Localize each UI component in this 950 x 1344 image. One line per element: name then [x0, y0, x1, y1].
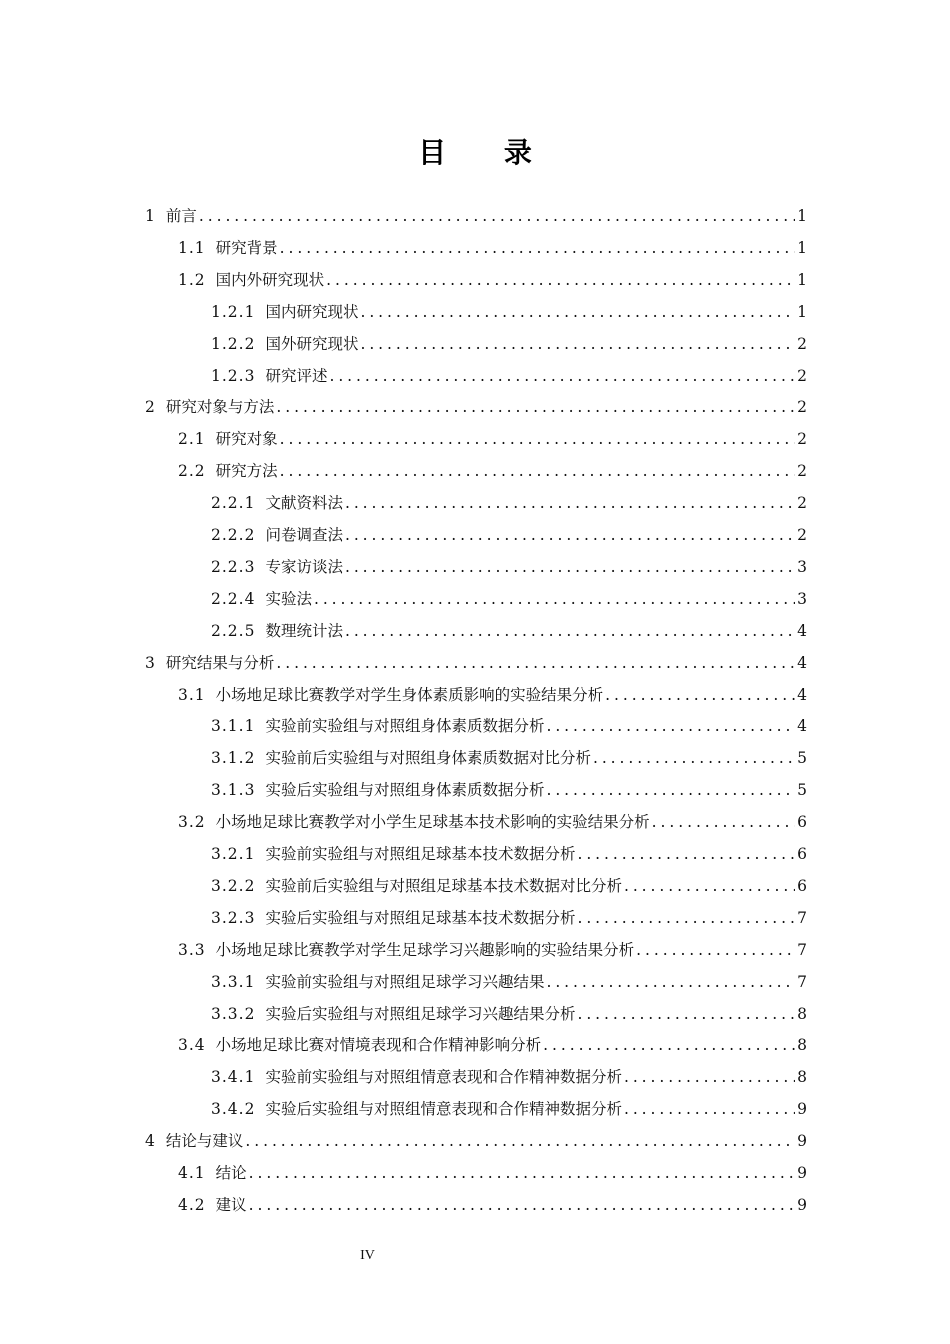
- toc-entry-heading: [211, 334, 358, 354]
- toc-entry-number: 3.4.2: [211, 1100, 256, 1119]
- toc-entry-page: 9: [797, 1195, 807, 1214]
- toc-entry-number: 2.2.1: [211, 494, 256, 513]
- toc-entry-number: 3.1.2: [211, 749, 256, 768]
- toc-entry-page: 1: [797, 302, 807, 321]
- toc-entry-title: 实验前实验组与对照组情意表现和合作精神数据分析: [265, 1068, 622, 1087]
- toc-entry-title: 研究对象与方法: [165, 398, 275, 417]
- toc-leader-dots: [546, 716, 795, 736]
- toc-entry-title: 研究背景: [215, 238, 278, 257]
- toc-entry-heading: [178, 1035, 541, 1055]
- toc-entry-heading: [211, 1004, 575, 1024]
- toc-entry[interactable]: [211, 1067, 807, 1087]
- toc-entry-number: 3.1.3: [211, 781, 256, 800]
- toc-entry-title: 实验前实验组与对照组足球学习兴趣结果: [265, 972, 545, 991]
- toc-leader-dots: [546, 972, 795, 992]
- toc-entry-page: 1: [797, 270, 807, 289]
- toc-entry[interactable]: [211, 1099, 807, 1119]
- toc-entry-number: 4: [145, 1132, 156, 1151]
- toc-entry-heading: [211, 1099, 622, 1119]
- toc-entry-page: 2: [797, 526, 807, 544]
- toc-leader-dots: [249, 1163, 795, 1183]
- toc-leader-dots: [345, 525, 795, 545]
- toc-entry[interactable]: [211, 366, 807, 386]
- toc-entry[interactable]: [211, 780, 807, 800]
- toc-entry-number: 3.4: [178, 1036, 206, 1055]
- toc-leader-dots: [345, 621, 795, 641]
- toc-leader-dots: [326, 270, 795, 290]
- toc-entry-page: 2: [797, 462, 807, 481]
- toc-leader-dots: [280, 238, 795, 258]
- toc-entry-heading: [211, 557, 343, 577]
- toc-leader-dots: [360, 334, 795, 354]
- toc-leader-dots: [546, 780, 795, 800]
- toc-entry-page: 9: [797, 1164, 807, 1182]
- toc-entry-number: 1.2.2: [211, 334, 256, 353]
- toc-entry-title: 小场地足球比赛教学对学生身体素质影响的实验结果分析: [215, 685, 604, 704]
- toc-entry-title: 研究对象: [215, 430, 278, 449]
- toc-entry-title: 研究结果与分析: [165, 653, 275, 672]
- toc-entry-number: 3.2: [178, 813, 206, 832]
- toc-entry-number: 3.2.3: [211, 908, 256, 927]
- toc-entry-title: 研究评述: [265, 366, 328, 385]
- toc-entry[interactable]: [211, 334, 807, 354]
- toc-entry-page: 4: [797, 621, 807, 640]
- toc-entry-page: 7: [797, 972, 807, 991]
- toc-leader-dots: [280, 429, 795, 449]
- toc-entry-number: 3.3: [178, 940, 206, 959]
- toc-entry-heading: [211, 972, 544, 992]
- toc-entry-title: 实验后实验组与对照组足球学习兴趣结果分析: [265, 1004, 576, 1023]
- toc-entry-page: 7: [797, 908, 807, 927]
- toc-entry-number: 2.2.4: [211, 589, 256, 608]
- toc-entry-heading: [178, 940, 634, 960]
- toc-entry-number: 2.2: [178, 462, 206, 481]
- toc-leader-dots: [593, 748, 795, 768]
- toc-entry-heading: [145, 206, 197, 226]
- toc-entry[interactable]: [211, 302, 807, 322]
- toc-entry-title: 实验后实验组与对照组足球基本技术数据分析: [265, 908, 576, 927]
- toc-entry-page: 6: [797, 845, 807, 863]
- toc-entry-heading: [211, 844, 575, 864]
- toc-entry-page: 3: [797, 589, 807, 608]
- toc-entry[interactable]: [178, 1195, 807, 1215]
- toc-entry-title: 实验前后实验组与对照组足球基本技术数据对比分析: [265, 876, 622, 895]
- toc-leader-dots: [624, 1067, 795, 1087]
- toc-entry-heading: [211, 589, 312, 609]
- toc-leader-dots: [577, 908, 795, 928]
- toc-entry-number: 3.4.1: [211, 1068, 256, 1087]
- toc-entry-title: 国内外研究现状: [215, 270, 325, 289]
- toc-leader-dots: [314, 589, 795, 609]
- toc-entry-page: 2: [797, 430, 807, 449]
- toc-entry-title: 国内研究现状: [265, 302, 359, 321]
- toc-entry-page: 4: [797, 685, 807, 704]
- toc-entry-title: 问卷调查法: [265, 526, 343, 544]
- toc-entry[interactable]: [211, 876, 807, 896]
- toc-leader-dots: [329, 366, 795, 386]
- toc-entry-page: 8: [797, 1004, 807, 1023]
- toc-entry-number: 2.2.2: [211, 526, 256, 544]
- toc-entry-title: 小场地足球比赛教学对小学生足球基本技术影响的实验结果分析: [215, 813, 650, 832]
- toc-entry-number: 3.1.1: [211, 717, 256, 736]
- toc-entry-heading: [145, 1131, 243, 1151]
- toc-entry-page: 9: [797, 1132, 807, 1151]
- toc-entry-title: 实验法: [265, 589, 312, 608]
- toc-entry-page: 2: [797, 334, 807, 353]
- toc-entry-page: 3: [797, 557, 807, 576]
- toc-entry-page: 8: [797, 1068, 807, 1087]
- toc-entry-heading: [211, 525, 343, 545]
- toc-leader-dots: [199, 206, 795, 226]
- toc-entry-page: 7: [797, 940, 807, 959]
- toc-entry-heading: [178, 812, 650, 832]
- toc-entry-title: 前言: [165, 207, 197, 225]
- toc-entry-heading: [211, 302, 358, 322]
- toc-leader-dots: [577, 844, 795, 864]
- toc-leader-dots: [605, 685, 795, 705]
- toc-leader-dots: [624, 876, 795, 896]
- toc-entry[interactable]: [211, 589, 807, 609]
- toc-entry-heading: [178, 1163, 247, 1183]
- toc-entry[interactable]: [178, 270, 807, 290]
- toc-entry[interactable]: [178, 685, 807, 705]
- toc-entry[interactable]: [178, 1035, 807, 1055]
- toc-entry-title: 实验前后实验组与对照组身体素质数据对比分析: [265, 749, 591, 768]
- toc-entry[interactable]: [178, 1163, 807, 1183]
- page-number-footer: IV: [360, 1248, 375, 1263]
- toc-entry-title: 实验后实验组与对照组身体素质数据分析: [265, 781, 545, 800]
- toc-entry[interactable]: [211, 716, 807, 736]
- toc-entry[interactable]: [178, 940, 807, 960]
- toc-entry-heading: [178, 238, 278, 258]
- toc-entry-number: 1: [145, 207, 156, 225]
- toc-entry-page: 4: [797, 653, 807, 672]
- toc-entry-number: 3.3.1: [211, 972, 256, 991]
- toc-entry-title: 小场地足球比赛对情境表现和合作精神影响分析: [215, 1036, 542, 1055]
- toc-entry-number: 1.2.3: [211, 366, 256, 385]
- toc-leader-dots: [652, 812, 795, 832]
- toc-entry-title: 结论: [215, 1164, 247, 1182]
- page-title: 目 录: [418, 136, 556, 169]
- toc-entry-number: 3.2.2: [211, 876, 256, 895]
- toc-entry-number: 3.1: [178, 685, 206, 704]
- toc-entry-title: 专家访谈法: [265, 557, 343, 576]
- toc-entry-page: 9: [797, 1100, 807, 1119]
- toc-entry-page: 4: [797, 717, 807, 736]
- toc-entry-page: 2: [797, 366, 807, 385]
- toc-entry-page: 6: [797, 813, 807, 832]
- toc-entry-page: 1: [797, 238, 807, 257]
- toc-leader-dots: [249, 1195, 795, 1215]
- toc-entry-heading: [211, 366, 327, 386]
- toc-entry-number: 3.2.1: [211, 845, 256, 863]
- toc-entry-page: 5: [797, 749, 807, 768]
- toc-entry[interactable]: [211, 748, 807, 768]
- toc-entry-heading: [178, 685, 603, 705]
- toc-entry[interactable]: [178, 238, 807, 258]
- toc-entry[interactable]: [178, 429, 807, 449]
- toc-leader-dots: [345, 493, 795, 513]
- toc-leader-dots: [577, 1004, 795, 1024]
- toc-entry-number: 2.1: [178, 430, 206, 449]
- toc-leader-dots: [636, 940, 795, 960]
- toc-leader-dots: [345, 557, 795, 577]
- toc-entry[interactable]: [145, 653, 807, 673]
- toc-leader-dots: [624, 1099, 795, 1119]
- toc-entry[interactable]: [145, 206, 807, 226]
- toc-entry-number: 3: [145, 653, 156, 672]
- toc-entry-heading: [211, 876, 622, 896]
- toc-entry-title: 数理统计法: [265, 621, 343, 640]
- toc-leader-dots: [543, 1035, 795, 1055]
- toc-entry-page: 2: [797, 494, 807, 513]
- toc-entry-title: 研究方法: [215, 462, 278, 481]
- toc-entry-number: 1.2.1: [211, 302, 256, 321]
- toc-entry[interactable]: [211, 525, 807, 545]
- toc-entry[interactable]: [211, 621, 807, 641]
- toc-entry-title: 实验前实验组与对照组身体素质数据分析: [265, 717, 545, 736]
- toc-entry-heading: [178, 461, 278, 481]
- toc-entry-heading: [178, 1195, 247, 1215]
- toc-entry[interactable]: [145, 397, 807, 417]
- toc-entry[interactable]: [145, 1131, 807, 1151]
- toc-entry-page: 6: [797, 876, 807, 895]
- toc-entry-number: 4.2: [178, 1195, 206, 1214]
- toc-leader-dots: [276, 397, 795, 417]
- toc-entry-heading: [145, 397, 274, 417]
- toc-entry-title: 小场地足球比赛教学对学生足球学习兴趣影响的实验结果分析: [215, 940, 635, 959]
- toc-entry-heading: [211, 493, 343, 513]
- toc-entry-page: 8: [797, 1036, 807, 1055]
- toc-leader-dots: [360, 302, 795, 322]
- toc-leader-dots: [276, 653, 795, 673]
- toc-entry-heading: [211, 621, 343, 641]
- toc-entry[interactable]: [178, 461, 807, 481]
- toc-entry-title: 实验前实验组与对照组足球基本技术数据分析: [265, 845, 576, 863]
- toc-entry-heading: [211, 1067, 622, 1087]
- toc-entry-page: 1: [797, 207, 807, 225]
- toc-entry-number: 4.1: [178, 1164, 206, 1182]
- toc-entry-number: 2.2.3: [211, 557, 256, 576]
- toc-entry-heading: [211, 748, 591, 768]
- toc-leader-dots: [245, 1131, 795, 1151]
- toc-entry-number: 2: [145, 398, 156, 417]
- toc-entry[interactable]: [178, 812, 807, 832]
- toc-entry-title: 国外研究现状: [265, 334, 359, 353]
- toc-entry-heading: [145, 653, 274, 673]
- toc-entry[interactable]: [211, 1004, 807, 1024]
- toc-entry-heading: [178, 270, 324, 290]
- toc-entry[interactable]: [211, 557, 807, 577]
- toc-entry-page: 2: [797, 398, 807, 417]
- toc-entry-number: 1.1: [178, 238, 206, 257]
- toc-entry-title: 建议: [215, 1195, 247, 1214]
- toc-entry-number: 2.2.5: [211, 621, 256, 640]
- toc-entry[interactable]: [211, 493, 807, 513]
- toc-entry-heading: [211, 780, 544, 800]
- toc-entry-number: 1.2: [178, 270, 206, 289]
- toc-entry[interactable]: [211, 844, 807, 864]
- toc-entry-title: 实验后实验组与对照组情意表现和合作精神数据分析: [265, 1100, 622, 1119]
- toc-leader-dots: [280, 461, 795, 481]
- toc-entry-title: 文献资料法: [265, 494, 343, 513]
- toc-entry-title: 结论与建议: [165, 1132, 244, 1151]
- toc-entry[interactable]: [211, 972, 807, 992]
- toc-entry-heading: [211, 716, 544, 736]
- toc-entry[interactable]: [211, 908, 807, 928]
- toc-entry-number: 3.3.2: [211, 1004, 256, 1023]
- toc-entry-heading: [178, 429, 278, 449]
- toc-entry-heading: [211, 908, 575, 928]
- toc-entry-page: 5: [797, 781, 807, 800]
